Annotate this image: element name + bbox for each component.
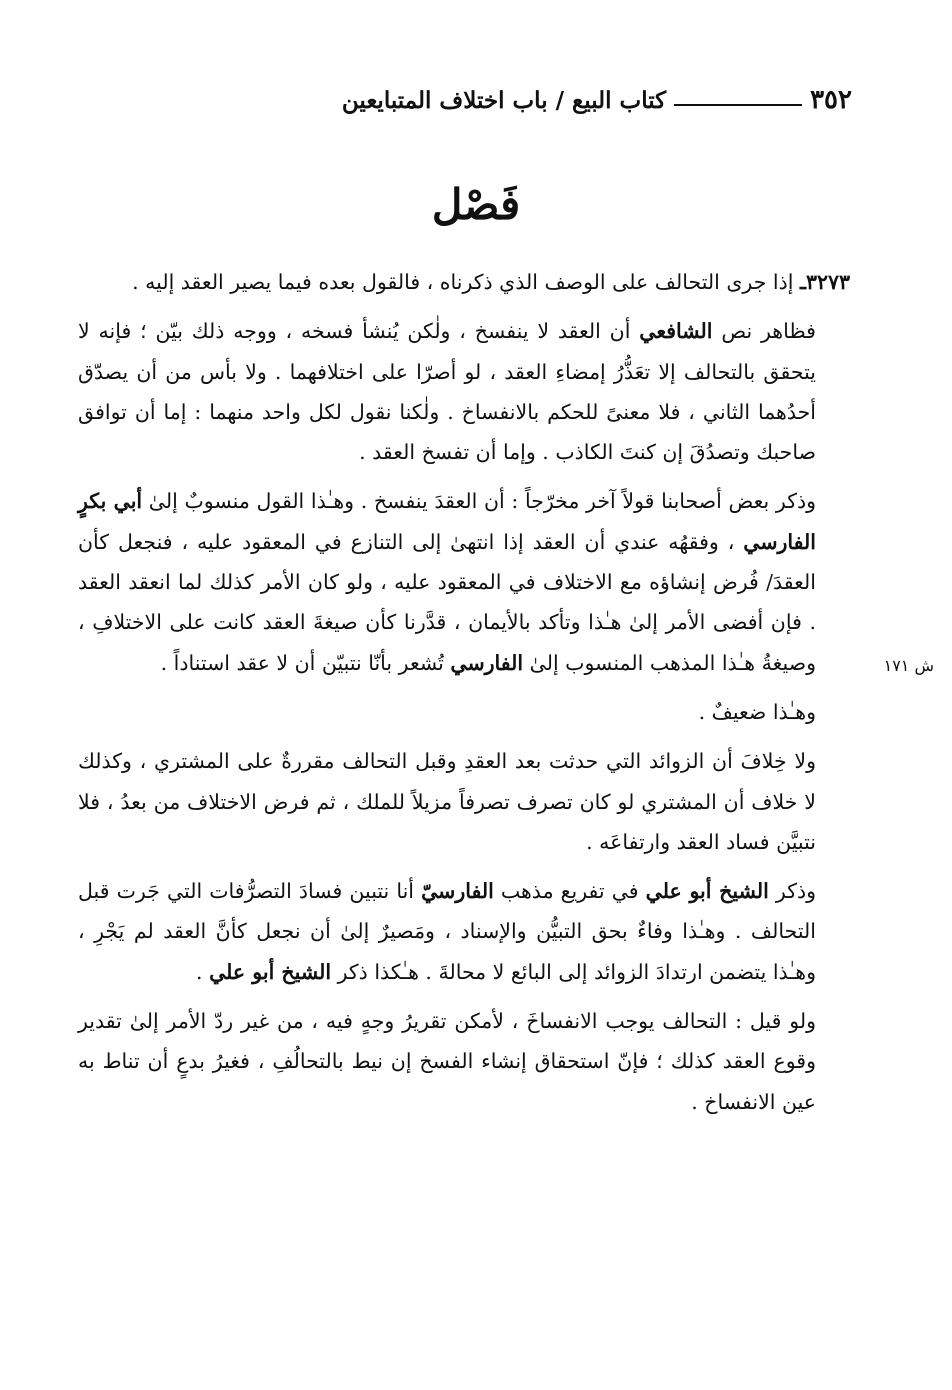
header-rule [674, 104, 802, 106]
paragraph-text-mid: في تفريع مذهب [493, 879, 646, 904]
paragraph-2 [78, 311, 850, 472]
paragraph-text-pre: فظاهر نص [712, 319, 816, 344]
text-body [78, 262, 850, 1131]
name-shafii: الشافعي [639, 319, 713, 344]
paragraph-text-end: . [196, 959, 210, 984]
paragraph-text: ولو قيل : التحالف يوجب الانفساخَ ، لأمكن تقريرُ وجهٍ فيه ، من غير ردّ الأمر إلىٰ تقدير وقوع العقد كذلك ؛ فإنّ استحقاق إنشاء الفسخ إن نيط بالتحالُفِ ، فغيرُ بدعٍ أن تناط به عين الانفساخ . [78, 1009, 816, 1114]
section-heading: فَصْل [431, 180, 521, 229]
name-shaykh-abu-ali: الشيخ أبو علي [209, 959, 332, 984]
paragraph-1 [78, 262, 850, 302]
name-farisi: الفارسيّ [421, 879, 494, 904]
paragraph-text-post: أنا نتبين فسادَ التصرُّفات التي جَرت قبل التحالف . وهـٰذا وفاءٌ بحق التبيُّن والإسناد ، ومَصيرٌ إلىٰ أن نجعل كأنَّ العقد لم يَجْرِ ، وهـٰذا يتضمن ارتدادَ الزوائد إلى البائع لا محالةَ . هـٰكذا ذكر [78, 879, 816, 984]
paragraph-text-pre: وذكر [768, 879, 816, 904]
margin-note: ش ١٧١ [883, 656, 934, 675]
paragraph-3 [78, 481, 850, 682]
name-shaykh-abu-ali: الشيخ أبو علي [645, 879, 769, 904]
paragraph-6 [78, 871, 850, 992]
name-farisi: الفارسي [450, 650, 524, 675]
paragraph-text-post: أن العقد لا ينفسخ ، ولٰكن يُنشأ فسخه ، ووجه ذلك بيّن ؛ فإنه لا يتحقق بالتحالف إلا تعَذُّرُ إمضاءِ العقد ، لو أصرّا على اختلافهما . ولا بأس من أن يصدّق أحدُهما الثاني ، فلا معنىً للحكم بالانفساخ . ولٰكنا نقول لكل واحد منهما : إما أن توافق صاحبك وتصدُقَ إن كنتَ الكاذب . وإما أن تفسخ العقد . [78, 319, 816, 465]
name-abu-bakr-farisi: أبي بكرٍ الفارسي [78, 489, 816, 554]
paragraph-text: إذا جرى التحالف على الوصف الذي ذكرناه ، فالقول بعده فيما يصير العقد إليه . [132, 270, 794, 294]
paragraph-text-post: تُشعر بأنّا نتبيّن أن لا عقد استناداً . [160, 650, 451, 675]
paragraph-text: ولا خِلافَ أن الزوائد التي حدثت بعد العقدِ وقبل التحالف مقررةٌ على المشتري ، وكذلك لا خلاف أن المشتري لو كان تصرف تصرفاً مزيلاً للملك ، ثم فرض الاختلاف من بعدُ ، فلا نتبيَّن فساد العقد وارتفاعَه . [78, 749, 816, 854]
paragraph-7 [78, 1001, 850, 1122]
paragraph-5 [78, 741, 850, 862]
paragraph-text-mid: ، وفقهُه عندي أن العقد إذا انتهىٰ إلى التنازع في المعقود عليه ، فنجعل كأن العقدَ/ فُرض إنشاؤه مع الاختلاف في المعقود عليه ، ولو كان الأمر كذلك لما انعقد العقد . فإن أفضى الأمر إلىٰ هـٰذا وتأكد بالأيمان ، قدَّرنا كأن صيغةَ العقد كانت على الاختلافِ ، وصيغةُ هـٰذا المذهب المنسوب إلىٰ [78, 529, 816, 675]
paragraph-number: ٣٢٧٣ـ [799, 270, 850, 294]
page-number: ٣٥٢ [810, 85, 852, 115]
running-header [82, 78, 852, 122]
paragraph-text: وهـٰذا ضعيفٌ . [698, 699, 816, 724]
header-title: كتاب البيع / باب اختلاف المتبايعين [341, 86, 667, 114]
paragraph-text-pre: وذكر بعض أصحابنا قولاً آخر مخرّجاً : أن العقدَ ينفسخ . وهـٰذا القول منسوبٌ إلىٰ [142, 489, 816, 514]
paragraph-4 [78, 692, 850, 732]
